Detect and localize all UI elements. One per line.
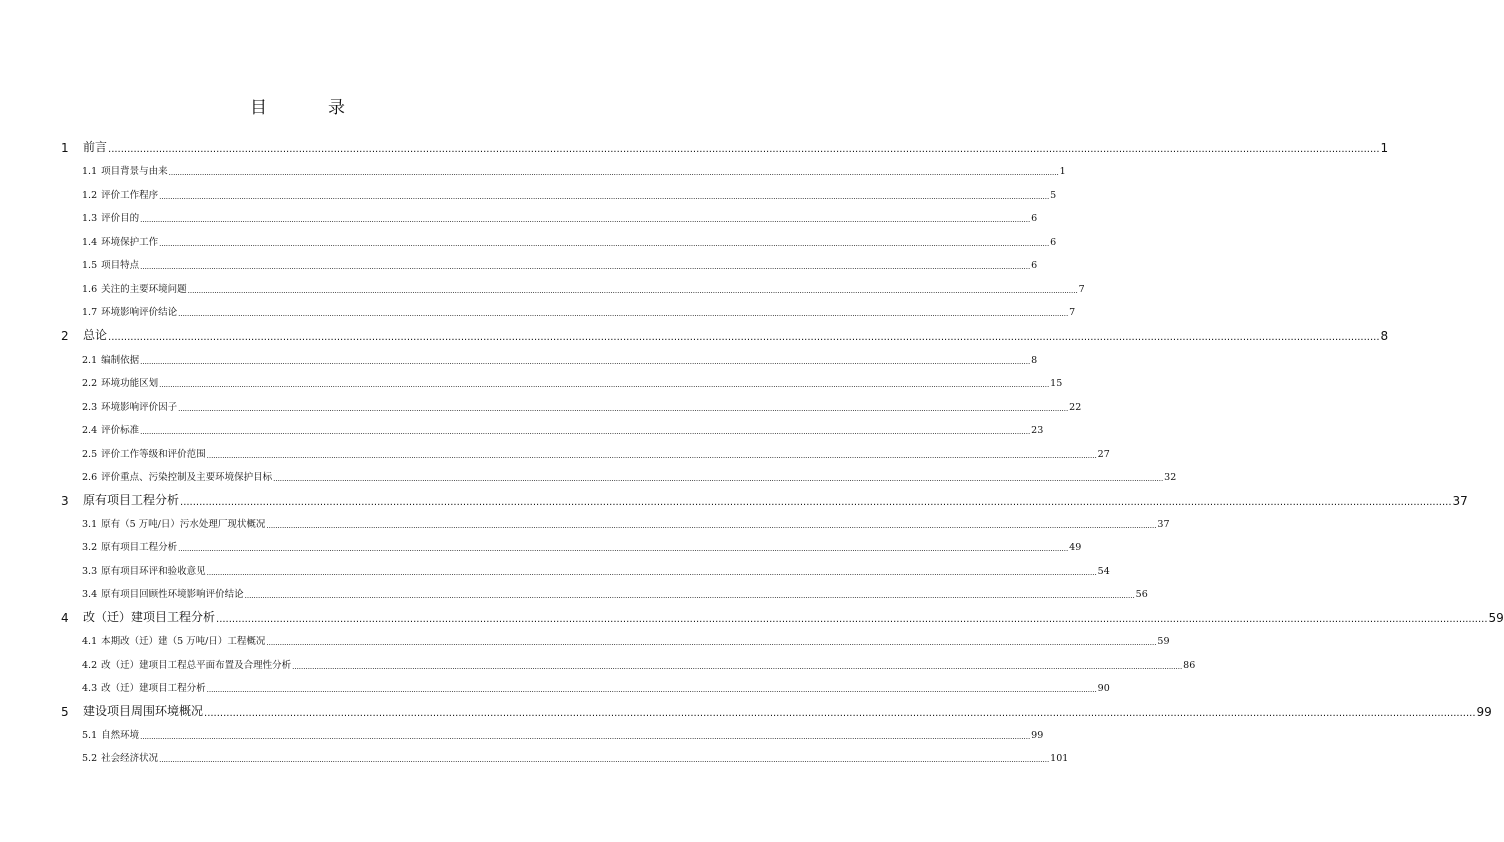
toc-dot-leader: ................................................................................................................................................................................................................................................................................................................................................................................................................ (178, 405, 1069, 413)
toc-page-number: 99 (1031, 730, 1044, 741)
toc-page-number: 1 (1380, 141, 1389, 155)
toc-page-number: 59 (1157, 636, 1170, 647)
toc-entry-title: 改（迁）建项目工程分析 (101, 683, 206, 694)
toc-entry-title: 自然环境 (101, 730, 140, 741)
toc-dot-leader: ................................................................................................................................................................................................................................................................................................................................................................................................................ (140, 428, 1031, 436)
toc-entry-number: 1.6 (82, 284, 98, 295)
toc-section-entry[interactable] (82, 539, 1082, 553)
toc-page-number: 27 (1097, 449, 1110, 460)
toc-section-entry[interactable] (82, 727, 1044, 741)
toc-entry-number: 3 (61, 494, 69, 508)
toc-entry-number: 2.3 (82, 402, 98, 413)
toc-page-number: 37 (1157, 519, 1170, 530)
toc-page-number: 56 (1135, 589, 1148, 600)
toc-entry-number: 5 (61, 705, 69, 719)
toc-section-entry[interactable] (82, 750, 1069, 764)
toc-entry-number: 1.2 (82, 190, 98, 201)
toc-entry-title: 前言 (83, 140, 108, 154)
toc-dot-leader: ................................................................................................................................................................................................................................................................................................................................................................................................................ (206, 686, 1097, 694)
toc-entry-title: 环境影响评价结论 (101, 307, 178, 318)
toc-entry-title: 项目背景与由来 (101, 166, 168, 177)
toc-section-entry[interactable] (82, 281, 1085, 295)
toc-section-entry[interactable] (82, 633, 1170, 647)
toc-dot-leader: ................................................................................................................................................................................................................................................................................................................................................................................................................ (292, 663, 1183, 671)
toc-entry-number: 1.7 (82, 307, 98, 318)
toc-page-number: 6 (1031, 260, 1038, 271)
toc-entry-title: 环境影响评价因子 (101, 402, 178, 413)
toc-page-number: 86 (1183, 660, 1196, 671)
toc-entry-title: 评价工作等级和评价范围 (101, 449, 206, 460)
toc-dot-leader: ................................................................................................................................................................................................................................................................................................................................................................................................................ (266, 639, 1157, 647)
toc-page-number: 8 (1380, 329, 1389, 343)
toc-dot-leader: ................................................................................................................................................................................................................................................................................................................................................................................................................ (206, 452, 1097, 460)
toc-dot-leader: ................................................................................................................................................................................................................................................................................................................................................................................................................ (244, 592, 1135, 600)
toc-entry-number: 2.2 (82, 378, 98, 389)
toc-section-entry[interactable] (82, 399, 1082, 413)
toc-section-entry[interactable] (82, 187, 1057, 201)
toc-entry-title: 建设项目周围环境概况 (83, 704, 204, 718)
toc-section-entry[interactable] (82, 210, 1038, 224)
toc-section-entry[interactable] (82, 234, 1057, 248)
toc-dot-leader: ................................................................................................................................................................................................................................................................................................................................................................................................................ (178, 545, 1069, 553)
toc-dot-leader: ................................................................................................................................................................................................................................................................................................................................................................................................................ (178, 310, 1069, 318)
toc-dot-leader: ................................................................................................................................................................................................................................................................................................................................................................................................................ (140, 733, 1031, 741)
toc-entry-title: 原有项目回顾性环境影响评价结论 (101, 589, 244, 600)
toc-entry-number: 1.5 (82, 260, 98, 271)
toc-entry-number: 3.1 (82, 519, 98, 530)
toc-page-number: 15 (1050, 378, 1063, 389)
toc-page-number: 90 (1097, 683, 1110, 694)
toc-page-number: 5 (1050, 190, 1057, 201)
toc-dot-leader: ................................................................................................................................................................................................................................................................................................................................................................................................................ (266, 522, 1157, 530)
toc-dot-leader: ................................................................................................................................................................................................................................................................................................................................................................................................................ (108, 144, 1380, 155)
toc-entry-number: 4.1 (82, 636, 98, 647)
toc-section-entry[interactable] (82, 680, 1110, 694)
toc-entry-number: 3.3 (82, 566, 98, 577)
toc-page-number: 1 (1059, 166, 1066, 177)
toc-section-entry[interactable] (82, 563, 1110, 577)
toc-entry-title: 评价重点、污染控制及主要环境保护目标 (101, 472, 273, 483)
toc-section-entry[interactable] (82, 375, 1063, 389)
toc-page-number: 22 (1069, 402, 1082, 413)
toc-dot-leader: ................................................................................................................................................................................................................................................................................................................................................................................................................ (273, 475, 1164, 483)
toc-entry-number: 3.4 (82, 589, 98, 600)
toc-entry-title: 改（迁）建项目工程总平面布置及合理性分析 (101, 660, 292, 671)
toc-entry-title: 原有项目工程分析 (101, 542, 178, 553)
toc-entry-title: 编制依据 (101, 355, 140, 366)
toc-entry-number: 1 (61, 141, 69, 155)
toc-dot-leader: ................................................................................................................................................................................................................................................................................................................................................................................................................ (159, 240, 1050, 248)
toc-dot-leader: ................................................................................................................................................................................................................................................................................................................................................................................................................ (108, 332, 1380, 343)
toc-section-entry[interactable] (82, 469, 1177, 483)
toc-entry-number: 4 (61, 611, 69, 625)
toc-entry-title: 评价目的 (101, 213, 140, 224)
toc-entry-number: 2.1 (82, 355, 98, 366)
toc-section-entry[interactable] (82, 586, 1148, 600)
toc-entry-title: 项目特点 (101, 260, 140, 271)
toc-dot-leader: ................................................................................................................................................................................................................................................................................................................................................................................................................ (216, 614, 1488, 625)
toc-chapter-entry[interactable] (61, 702, 1492, 719)
toc-entry-number: 4.3 (82, 683, 98, 694)
toc-page-number: 23 (1031, 425, 1044, 436)
toc-entry-number: 1.1 (82, 166, 98, 177)
toc-entry-title: 原有项目环评和验收意见 (101, 566, 206, 577)
toc-entry-title: 原有（5 万吨/日）污水处理厂现状概况 (101, 519, 266, 530)
toc-page-number: 8 (1031, 355, 1038, 366)
toc-section-entry[interactable] (82, 657, 1196, 671)
toc-entry-title: 环境保护工作 (101, 237, 159, 248)
toc-page-number: 7 (1069, 307, 1076, 318)
page-title: 目 录 (250, 98, 367, 118)
toc-chapter-entry[interactable] (61, 608, 1504, 625)
toc-section-entry[interactable] (82, 516, 1170, 530)
toc-section-entry[interactable] (82, 422, 1044, 436)
toc-page-number: 37 (1452, 494, 1468, 508)
toc-dot-leader: ................................................................................................................................................................................................................................................................................................................................................................................................................ (140, 263, 1031, 271)
toc-section-entry[interactable] (82, 163, 1066, 177)
toc-chapter-entry[interactable] (61, 326, 1389, 343)
toc-dot-leader: ................................................................................................................................................................................................................................................................................................................................................................................................................ (206, 569, 1097, 577)
toc-page-number: 32 (1164, 472, 1177, 483)
toc-dot-leader: ................................................................................................................................................................................................................................................................................................................................................................................................................ (180, 497, 1452, 508)
toc-entry-number: 2.4 (82, 425, 98, 436)
toc-page-number: 6 (1050, 237, 1057, 248)
toc-entry-title: 改（迁）建项目工程分析 (83, 610, 216, 624)
toc-chapter-entry[interactable] (61, 138, 1389, 155)
toc-entry-title: 总论 (83, 328, 108, 342)
toc-page-number: 6 (1031, 213, 1038, 224)
toc-entry-title: 评价工作程序 (101, 190, 159, 201)
toc-page-number: 99 (1476, 705, 1492, 719)
toc-page-number: 101 (1050, 753, 1069, 764)
toc-dot-leader: ................................................................................................................................................................................................................................................................................................................................................................................................................ (187, 287, 1078, 295)
toc-entry-number: 2.5 (82, 449, 98, 460)
toc-page-number: 59 (1488, 611, 1504, 625)
toc-entry-title: 关注的主要环境问题 (101, 284, 187, 295)
toc-dot-leader: ................................................................................................................................................................................................................................................................................................................................................................................................................ (159, 381, 1050, 389)
toc-chapter-entry[interactable] (61, 491, 1468, 508)
toc-dot-leader: ................................................................................................................................................................................................................................................................................................................................................................................................................ (168, 169, 1059, 177)
toc-page-number: 54 (1097, 566, 1110, 577)
toc-section-entry[interactable] (82, 446, 1110, 460)
toc-dot-leader: ................................................................................................................................................................................................................................................................................................................................................................................................................ (140, 216, 1031, 224)
toc-section-entry[interactable] (82, 304, 1076, 318)
toc-entry-title: 环境功能区划 (101, 378, 159, 389)
toc-entry-number: 2 (61, 329, 69, 343)
toc-page-number: 49 (1069, 542, 1082, 553)
toc-dot-leader: ................................................................................................................................................................................................................................................................................................................................................................................................................ (159, 193, 1050, 201)
toc-entry-number: 4.2 (82, 660, 98, 671)
toc-entry-number: 5.2 (82, 753, 98, 764)
toc-entry-number: 1.3 (82, 213, 98, 224)
toc-entry-number: 1.4 (82, 237, 98, 248)
toc-entry-title: 评价标准 (101, 425, 140, 436)
toc-entry-number: 2.6 (82, 472, 98, 483)
toc-page-number: 7 (1078, 284, 1085, 295)
toc-dot-leader: ................................................................................................................................................................................................................................................................................................................................................................................................................ (204, 708, 1476, 719)
toc-entry-number: 5.1 (82, 730, 98, 741)
toc-dot-leader: ................................................................................................................................................................................................................................................................................................................................................................................................................ (159, 756, 1050, 764)
toc-entry-title: 本期改（迁）建（5 万吨/日）工程概况 (101, 636, 266, 647)
toc-entry-title: 原有项目工程分析 (83, 493, 180, 507)
toc-entry-number: 3.2 (82, 542, 98, 553)
toc-section-entry[interactable] (82, 257, 1038, 271)
toc-section-entry[interactable] (82, 352, 1038, 366)
toc-entry-title: 社会经济状况 (101, 753, 159, 764)
toc-dot-leader: ................................................................................................................................................................................................................................................................................................................................................................................................................ (140, 358, 1031, 366)
